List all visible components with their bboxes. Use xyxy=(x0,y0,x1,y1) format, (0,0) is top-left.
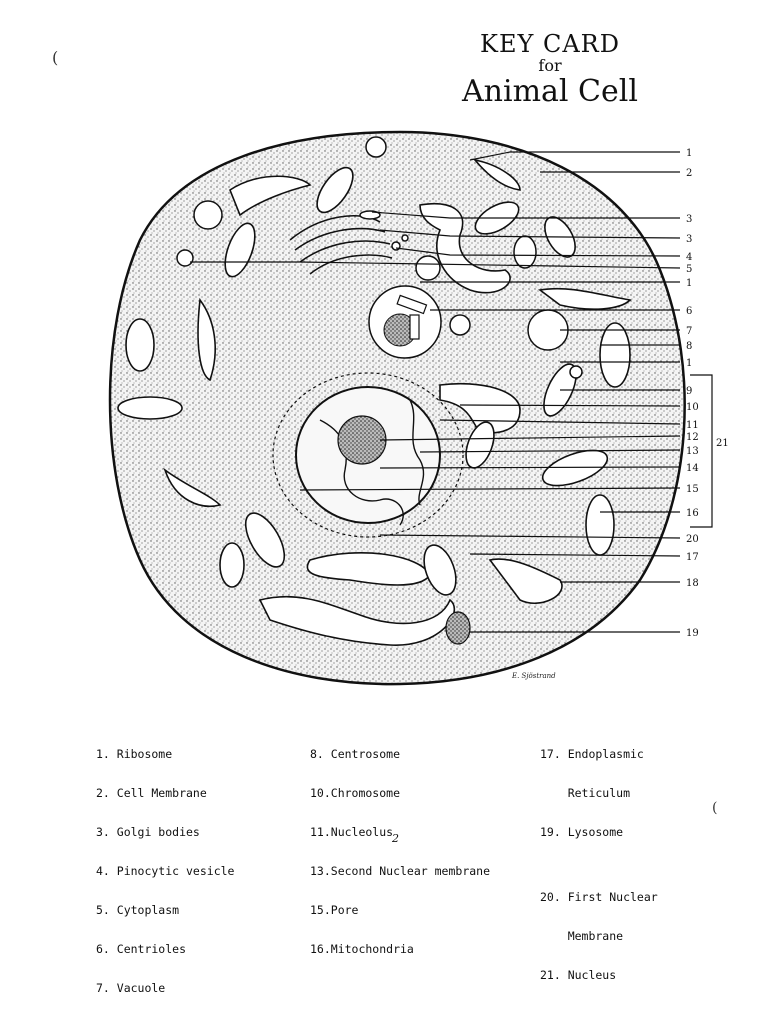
legend-item: 8. Centrosome xyxy=(310,747,401,761)
scan-mark: ( xyxy=(52,48,59,67)
legend-item: 3. Golgi bodies xyxy=(96,825,200,839)
callout-4: 4 xyxy=(686,252,693,263)
centrosome xyxy=(369,286,441,358)
callout-9: 9 xyxy=(686,386,693,397)
callout-13: 13 xyxy=(686,446,699,457)
lysosome xyxy=(446,612,470,644)
callout-10: 10 xyxy=(686,402,699,413)
nucleolus xyxy=(338,416,386,464)
legend-item: 10.Chromosome xyxy=(310,786,401,800)
legend-item: Reticulum xyxy=(540,786,631,800)
legend-item: 19. Lysosome xyxy=(540,825,624,839)
callout-15: 15 xyxy=(686,484,699,495)
callout-5: 5 xyxy=(686,264,693,275)
callout-12: 12 xyxy=(686,432,699,443)
legend-item: 6. Centrioles xyxy=(96,942,187,956)
callout-8: 8 xyxy=(686,341,693,352)
legend-item: Membrane xyxy=(540,929,624,943)
legend-item: 20. First Nuclear xyxy=(540,890,658,904)
callout-labels xyxy=(686,148,729,639)
callout-2: 2 xyxy=(686,168,693,179)
callout-3: 3 xyxy=(686,214,693,225)
legend-item: 4. Pinocytic vesicle xyxy=(96,864,235,878)
scan-mark: ( xyxy=(712,800,718,816)
callout-14: 14 xyxy=(686,463,699,474)
title-animal-cell: Animal Cell xyxy=(462,74,638,109)
callout-17: 17 xyxy=(686,552,699,563)
legend-item: 11.Nucleolus xyxy=(310,825,394,839)
legend-item: 21. Nucleus xyxy=(540,968,617,982)
callout-3b: 3 xyxy=(686,234,693,245)
callout-16: 16 xyxy=(686,508,699,519)
legend-item: 17. Endoplasmic xyxy=(540,747,644,761)
callout-19: 19 xyxy=(686,628,699,639)
legend-item: 16.Mitochondria xyxy=(310,942,414,956)
title-key-card: KEY CARD xyxy=(480,30,620,58)
callout-11: 11 xyxy=(686,420,699,431)
callout-1b: 1 xyxy=(686,278,693,289)
callout-18: 18 xyxy=(686,578,699,589)
page-number: 2 xyxy=(392,832,399,845)
callout-20: 20 xyxy=(686,534,699,545)
callout-7: 7 xyxy=(686,326,693,337)
legend-item: 15.Pore xyxy=(310,903,359,917)
legend-item: 1. Ribosome xyxy=(96,747,173,761)
callout-1c: 1 xyxy=(686,358,693,369)
artist-credit: E. Sjöstrand xyxy=(512,672,556,680)
legend-item: 13.Second Nuclear membrane xyxy=(310,864,491,878)
callout-21: 21 xyxy=(716,438,729,449)
legend-item: 2. Cell Membrane xyxy=(96,786,207,800)
title-for: for xyxy=(538,56,562,75)
callout-1: 1 xyxy=(686,148,693,159)
legend-item: 7. Vacuole xyxy=(96,981,166,995)
legend-column-3 xyxy=(540,722,658,995)
legend-column-2 xyxy=(310,722,490,969)
legend-item: 5. Cytoplasm xyxy=(96,903,180,917)
legend-column-1 xyxy=(96,722,234,1008)
callout-6: 6 xyxy=(686,306,693,317)
